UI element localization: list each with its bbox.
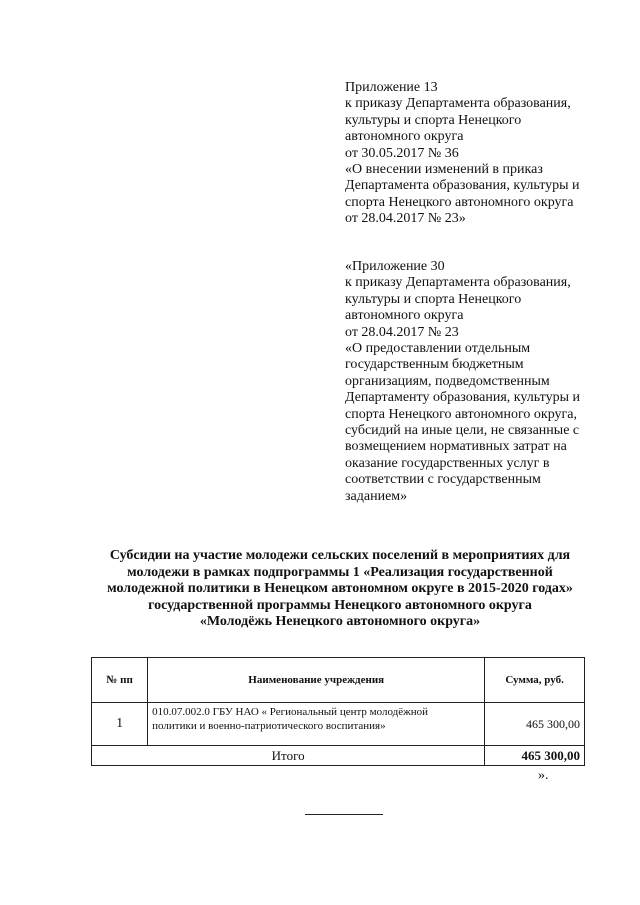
header-sum: Сумма, руб. [485,658,585,703]
total-sum: 465 300,00 [485,746,585,766]
annex-line: Департаменту образования, культуры и [345,390,580,406]
total-label: Итого [92,746,485,766]
annex-line: «О предоставлении отдельным [345,341,531,357]
annex-line: возмещением нормативных затрат на [345,439,567,455]
title-line: Субсидии на участие молодежи сельских поселений в мероприятиях для [109,548,571,563]
annex-line: Приложение 13 [345,80,438,95]
row-sum: 465 300,00 [485,703,585,746]
document-title [60,548,620,631]
annex-line: спорта Ненецкого автономного округа [345,194,574,210]
annex-line: субсидий на иные цели, не связанные с [345,423,580,439]
annex-line: соответствии с государственным [345,472,541,488]
title-line: «Молодёжь Ненецкого автономного округа» [199,614,481,630]
annex-line: организациям, подведомственным [345,373,550,389]
institution-line: политики и военно-патриотического воспитания» [152,720,386,732]
subsidy-table [91,657,585,766]
title-line: молодежной политики в Ненецком автономном округе в 2015-2020 годах» [107,581,573,597]
annex-line: от 30.05.2017 № 36 [345,145,459,161]
annex-line: Департамента образования, культуры и [345,178,580,194]
header-institution: Наименование учреждения [148,658,485,703]
annex-line: к приказу Департамента образования, [345,275,571,291]
annex-header-1 [345,80,615,228]
annex-header-2 [345,259,615,505]
header-number: № пп [92,658,148,703]
bottom-rule [305,814,383,815]
annex-line: от 28.04.2017 № 23 [345,324,459,340]
closing-quote: ». [538,768,549,783]
table-total-row [92,746,585,766]
annex-line: «О внесении изменений в приказ [345,162,543,178]
annex-line: автономного округа [345,129,464,145]
annex-line: культуры и спорта Ненецкого [345,112,522,128]
annex-line: культуры и спорта Ненецкого [345,291,522,307]
annex-line: «Приложение 30 [345,259,445,274]
annex-line: оказание государственных услуг в [345,455,550,471]
annex-line: автономного округа [345,308,464,324]
annex-line: заданием» [345,488,408,504]
annex-line: государственным бюджетным [345,357,524,373]
annex-line: спорта Ненецкого автономного округа, [345,406,577,422]
table-row [92,703,585,746]
title-line: государственной программы Ненецкого автономного округа [148,597,532,613]
row-number: 1 [92,703,148,746]
table-header-row [92,658,585,703]
institution-line: 010.07.002.0 ГБУ НАО « Региональный центр молодёжной [152,706,429,718]
annex-line: к приказу Департамента образования, [345,96,571,112]
row-institution [148,703,485,746]
annex-line: от 28.04.2017 № 23» [345,211,466,227]
title-line: молодежи в рамках подпрограммы 1 «Реализация государственной [127,564,553,580]
